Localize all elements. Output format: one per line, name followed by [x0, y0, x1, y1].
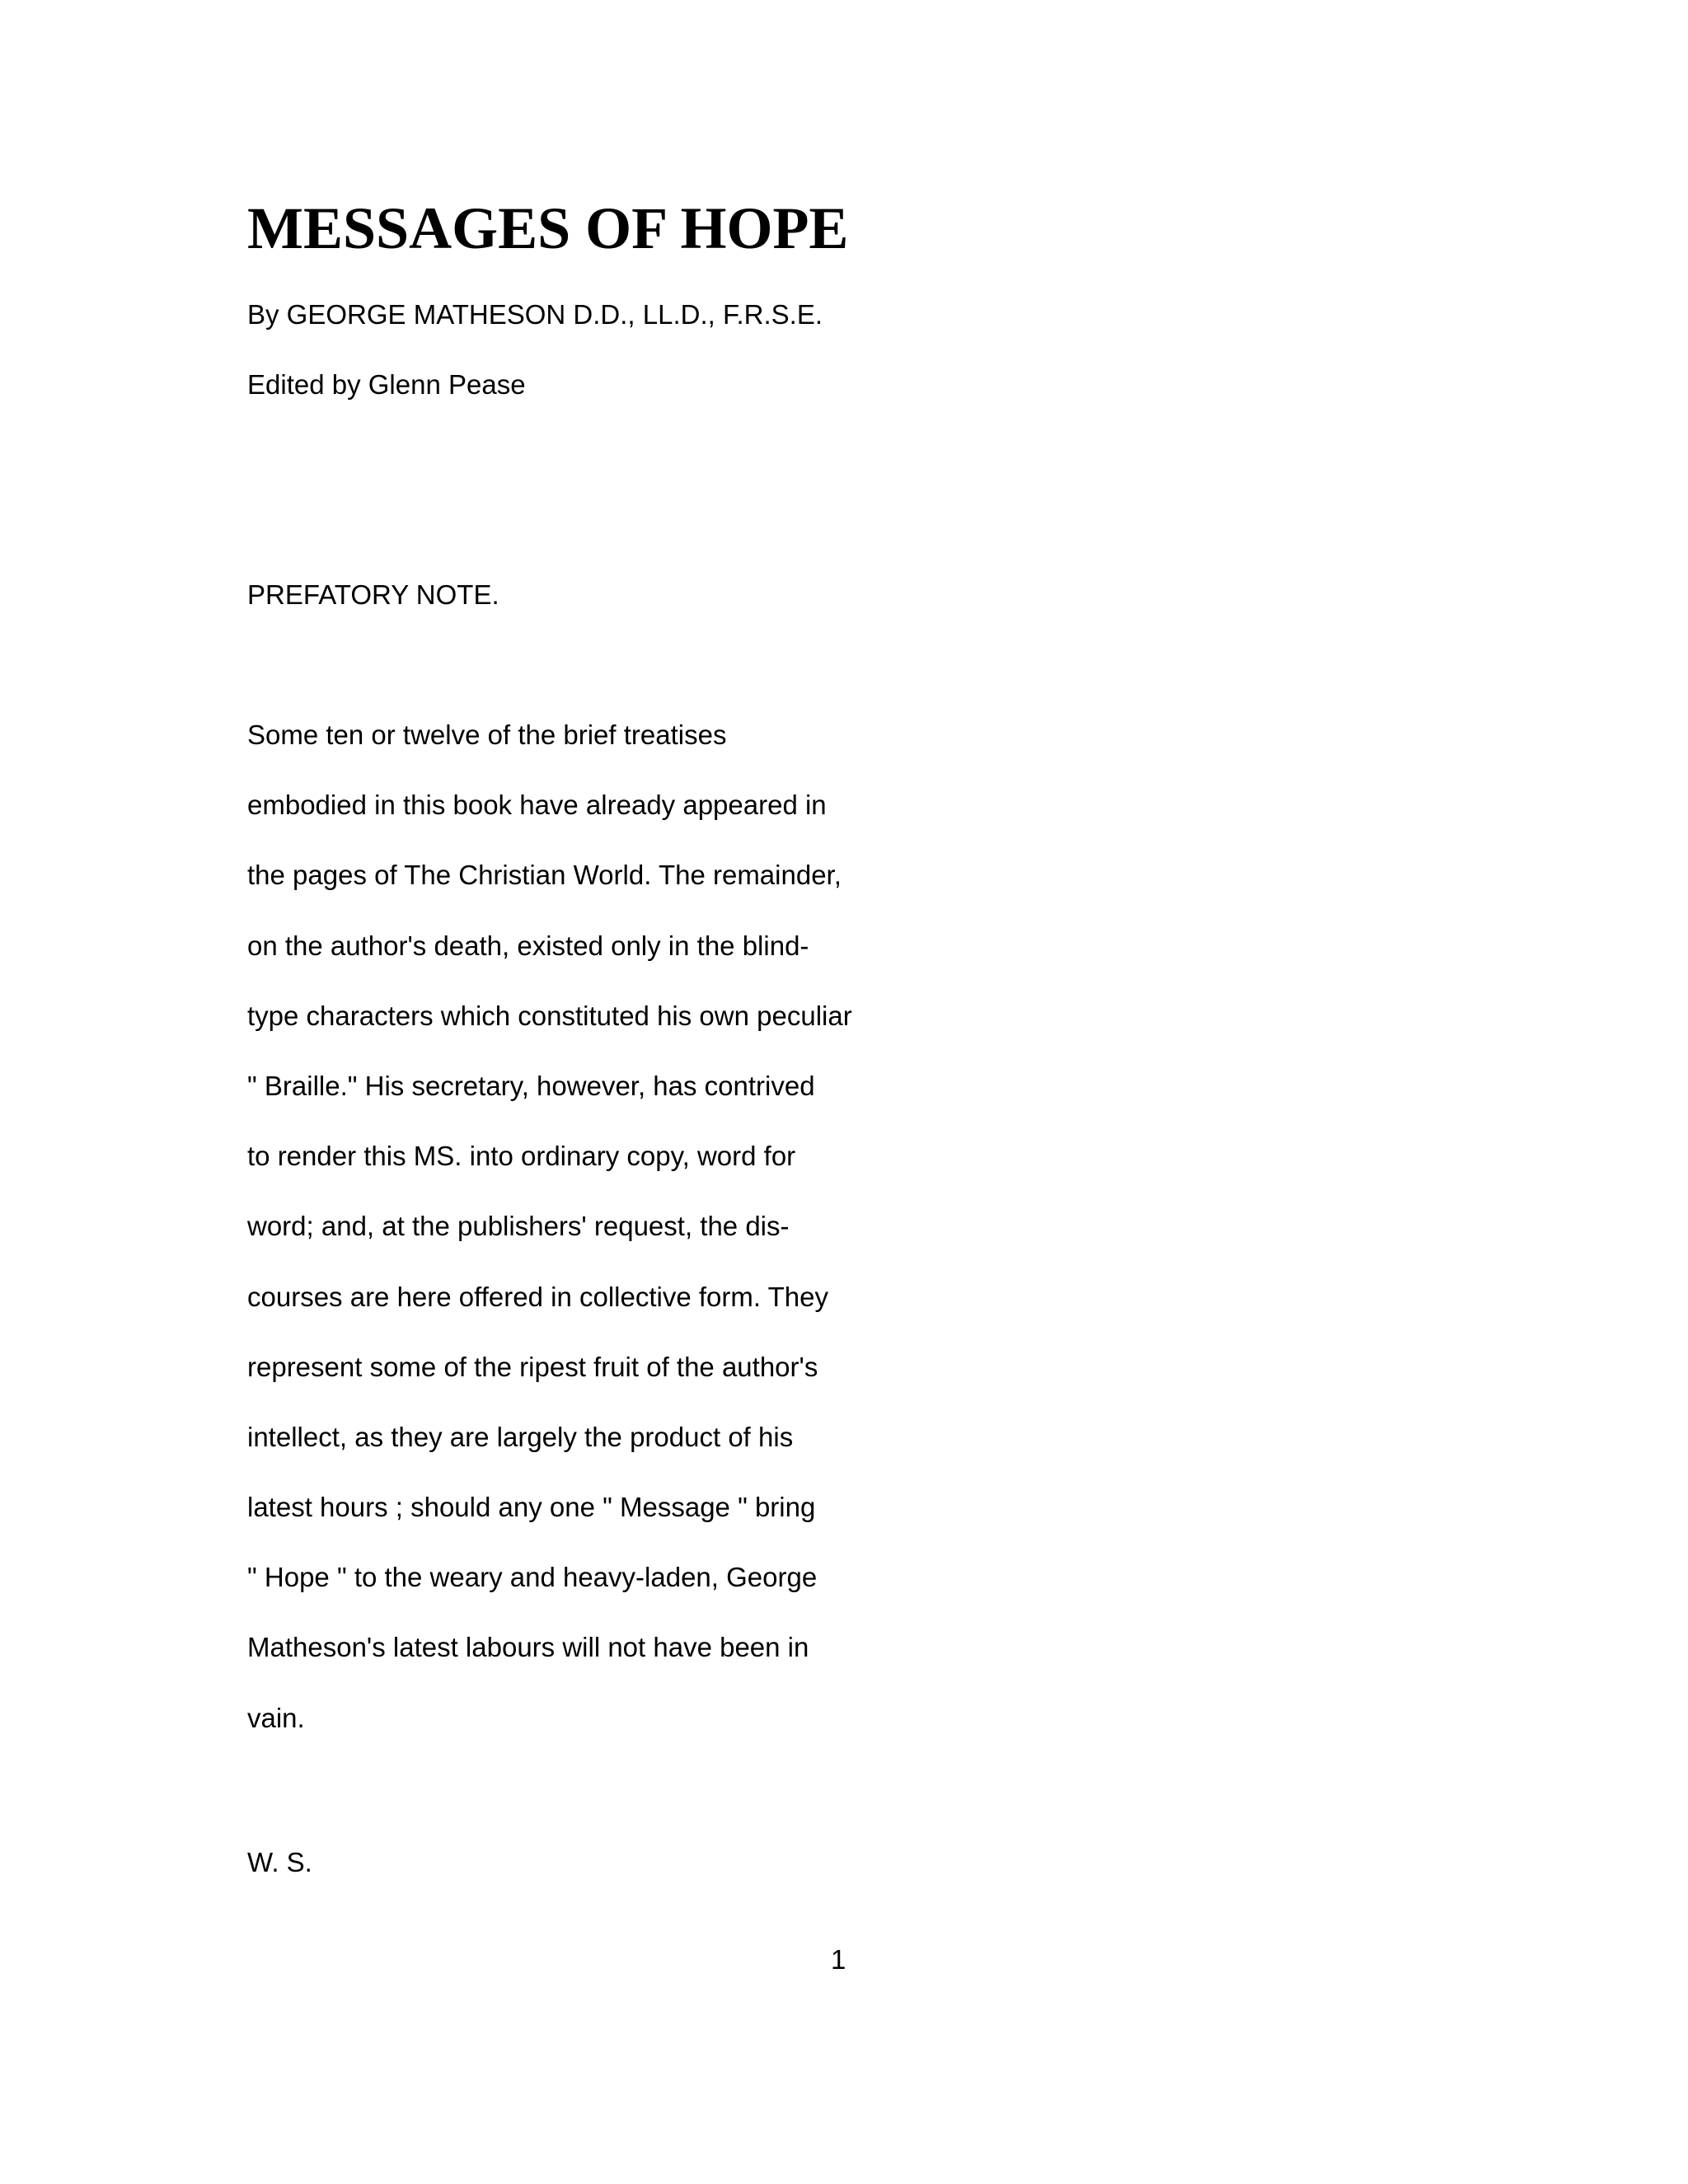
body-line: word; and, at the publishers' request, the dis- — [247, 1211, 790, 1242]
editor-line: Edited by Glenn Pease — [247, 369, 526, 400]
body-line: latest hours ; should any one " Message " bring — [247, 1492, 816, 1523]
page-number: 1 — [831, 1944, 846, 1975]
body-line: vain. — [247, 1702, 305, 1733]
body-line: to render this MS. into ordinary copy, word for — [247, 1141, 796, 1172]
body-line: represent some of the ripest fruit of the author's — [247, 1351, 818, 1382]
body-line: Matheson's latest labours will not have been in — [247, 1632, 809, 1663]
body-line: courses are here offered in collective form. They — [247, 1281, 828, 1312]
prefatory-note-body — [247, 717, 1154, 1770]
body-line: " Hope " to the weary and heavy-laden, George — [247, 1562, 818, 1593]
body-line: on the author's death, existed only in the blind- — [247, 930, 809, 961]
body-line: type characters which constituted his own peculiar — [247, 1000, 852, 1031]
body-line: intellect, as they are largely the product of his — [247, 1421, 794, 1452]
section-heading: PREFATORY NOTE. — [247, 579, 499, 610]
author-line: By GEORGE MATHESON D.D., LL.D., F.R.S.E. — [247, 299, 823, 330]
body-line: " Braille." His secretary, however, has contrived — [247, 1070, 815, 1101]
body-line: embodied in this book have already appeared in — [247, 790, 827, 821]
signature: W. S. — [247, 1847, 312, 1877]
body-line: Some ten or twelve of the brief treatises — [247, 719, 727, 750]
document-title: MESSAGES OF HOPE — [247, 195, 849, 261]
body-line: the pages of The Christian World. The remainder, — [247, 860, 842, 891]
